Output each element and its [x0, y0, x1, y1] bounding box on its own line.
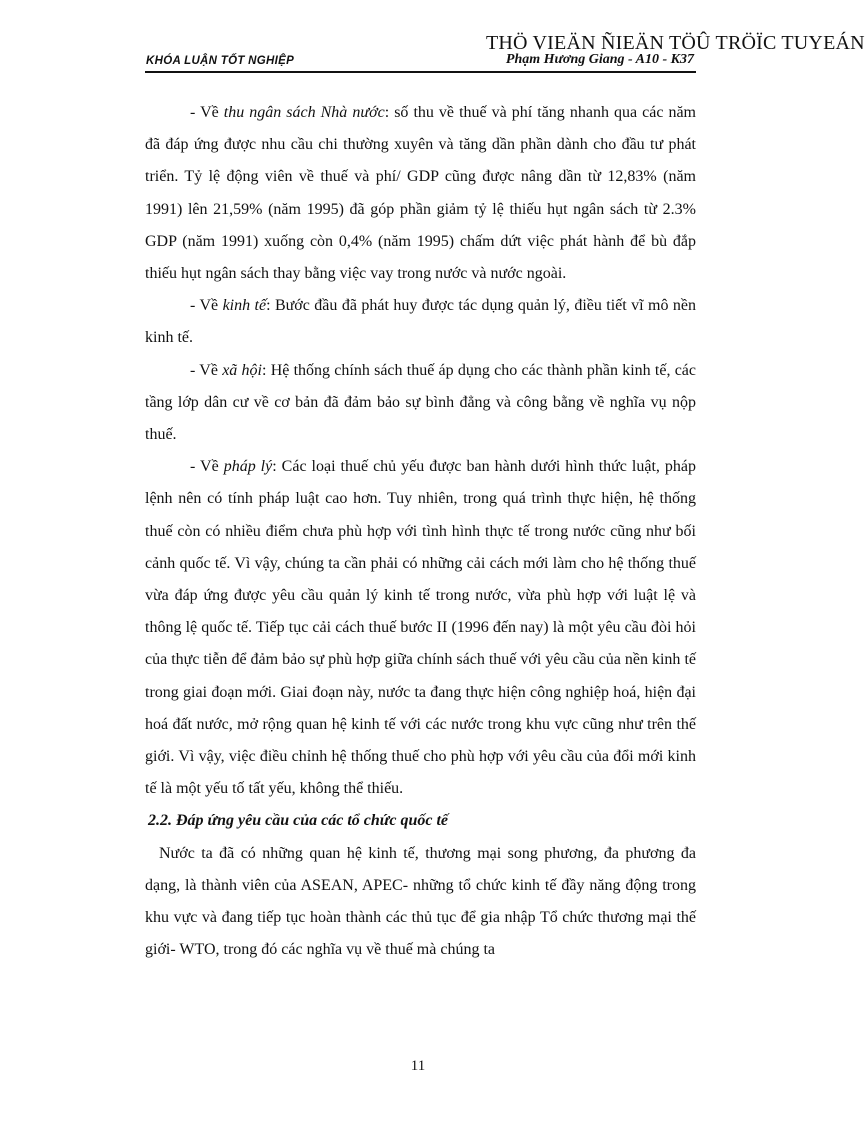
- bullet-prefix: - Về: [190, 458, 224, 476]
- library-watermark: THÖ VIEÄN ÑIEÄN TÖÛ TRÖÏC TUYEÁN: [486, 32, 865, 54]
- emphasis-term: thu ngân sách Nhà nước: [223, 104, 385, 121]
- body-text: [145, 97, 696, 966]
- paragraph-text: : Các loại thuế chủ yếu được ban hành dưới hình thức luật, pháp lệnh nên có tính pháp luật cao hơn. Tuy nhiên, trong quá trình thực hiện, hệ thống thuế còn có nhiều điểm chưa phù hợp với tình hình thực tế trong nước cũng như bối cảnh quốc tế. Vì vậy, chúng ta cần phải có những cải cách mới làm cho hệ thống thuế vừa đáp ứng được yêu cầu quản lý kinh tế trong nước, vừa phù hợp với luật lệ và thông lệ quốc tế. Tiếp tục cải cách thuế bước II (1996 đến nay) là một yêu cầu đòi hỏi của thực tiễn để đảm bảo sự phù hợp giữa chính sách thuế với yêu cầu của nền kinh tế trong giai đoạn mới. Giai đoạn này, nước ta đang thực hiện công nghiệp hoá, hiện đại hoá đất nước, mở rộng quan hệ kinh tế với các nước trong khu vực cũng như trên thế giới. Vì vậy, việc điều chỉnh hệ thống thuế cho phù hợp với yêu cầu của đổi mới kinh tế là một yếu tố tất yếu, không thể thiếu.: [145, 458, 696, 798]
- paragraph-economy: [145, 290, 696, 354]
- bullet-prefix: - Về: [190, 104, 224, 121]
- header-rule: [145, 71, 696, 73]
- paragraph-legal: [145, 451, 696, 805]
- bullet-prefix: - Về: [190, 361, 223, 379]
- paragraph-text: : Hệ thống chính sách thuế áp dụng cho các thành phần kinh tế, các tầng lớp dân cư về cơ bản đã đảm bảo sự bình đẳng và công bằng về nghĩa vụ nộp thuế.: [145, 361, 696, 444]
- paragraph-society: [145, 355, 696, 452]
- bullet-prefix: - Về: [190, 297, 223, 315]
- paragraph-text: : số thu về thuế và phí tăng nhanh qua các năm đã đáp ứng được nhu cầu chi thường xuyên và tăng dần phần dành cho đầu tư phát triển. Tỷ lệ động viên về thuế và phí/ GDP cũng được nâng dần từ 12,83% (năm 1991) lên 21,59% (năm 1995) đã góp phần giảm tỷ lệ thiếu hụt ngân sách từ 2.3% GDP (năm 1991) xuống còn 0,4% (năm 1995) chấm dứt việc phát hành để bù đắp thiếu hụt ngân sách thay bằng việc vay trong nước và nước ngoài.: [145, 104, 696, 283]
- paragraph-budget-revenue: [145, 97, 696, 290]
- emphasis-term: kinh tế: [222, 297, 267, 315]
- header-author: Phạm Hương Giang - A10 - K37: [505, 52, 694, 67]
- page-number: 11: [410, 1058, 426, 1074]
- paragraph-text: : Bước đầu đã phát huy được tác dụng quản lý, điều tiết vĩ mô nền kinh tế.: [145, 297, 697, 347]
- emphasis-term: xã hội: [222, 361, 262, 379]
- paragraph-international: Nước ta đã có những quan hệ kinh tế, thương mại song phương, đa phương đa dạng, là thành viên của ASEAN, APEC- những tổ chức kinh tế đầy năng động trong khu vực và đang tiếp tục hoàn thành các thủ tục để gia nhập Tổ chức thương mại thế giới- WTO, trong đó các nghĩa vụ về thuế mà chúng ta: [145, 844, 696, 959]
- emphasis-term: pháp lý: [223, 458, 273, 476]
- section-heading: 2.2. Đáp ứng yêu cầu của các tổ chức quốc tế: [148, 812, 449, 830]
- header-thesis-label: KHÓA LUẬN TỐT NGHIỆP: [146, 55, 295, 67]
